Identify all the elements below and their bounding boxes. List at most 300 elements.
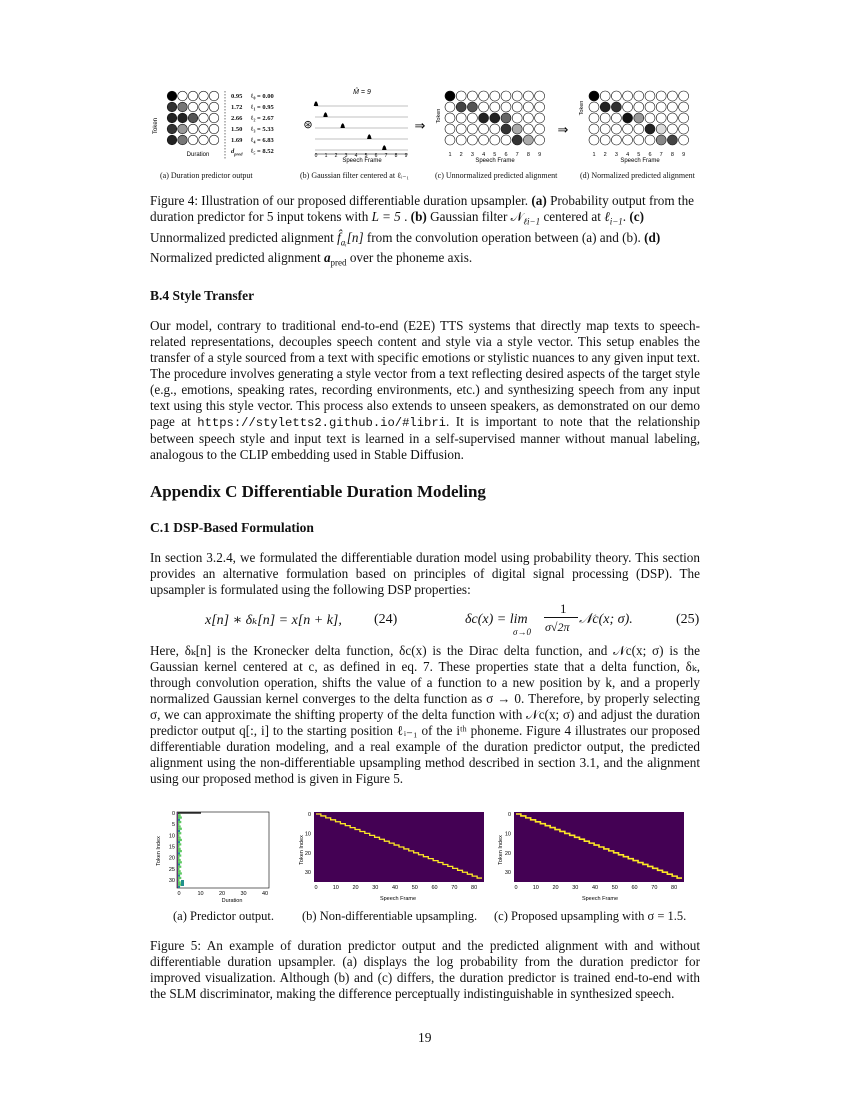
normalized-alignment-cell <box>656 102 666 112</box>
fig4-caption-math: f̂ <box>337 229 341 245</box>
normalized-alignment-cell <box>600 124 610 134</box>
b4-text: . It is important to note that the relationship between speech style and input text is learned in a self-supervised manner without manual labeling, analogous to the CLIP embedding used in Stable Diffusion. <box>150 414 700 462</box>
convolution-icon: ⊛ <box>303 119 313 131</box>
alignment-cell <box>199 113 209 123</box>
fig4a-prob: 1.72 <box>231 104 243 111</box>
normalized-alignment-cell <box>600 113 610 123</box>
normalized-alignment-cell <box>634 102 644 112</box>
fig4b-xtick: 3 <box>344 153 348 159</box>
alignment-cell <box>188 113 198 123</box>
unnormalized-alignment-cell <box>523 91 533 101</box>
normalized-alignment-cell <box>589 135 599 145</box>
unnormalized-alignment-cell <box>445 124 455 134</box>
fig4-caption-math: L = 5 <box>371 209 401 224</box>
fig4-xtick: 2 <box>459 152 463 158</box>
normalized-alignment-cell <box>667 91 677 101</box>
fig4a-row <box>231 135 291 146</box>
unnormalized-alignment-cell <box>479 102 489 112</box>
fig5a-bar <box>178 834 180 836</box>
fig4c-xlabel: Speech Frame <box>475 158 515 164</box>
unnormalized-alignment-cell <box>501 113 511 123</box>
fig4-xtick: 4 <box>626 152 630 158</box>
fig5a-ytick: 15 <box>168 844 175 851</box>
fig5c-ytick: 10 <box>504 831 511 838</box>
section-b4-heading: B.4 Style Transfer <box>150 288 255 303</box>
fig5a-bar <box>178 830 180 832</box>
unnormalized-alignment-cell <box>479 124 489 134</box>
unnormalized-alignment-cell <box>479 135 489 145</box>
fig4-caption-math-sub: aᵢ <box>340 237 347 248</box>
fig5a-ytick: 30 <box>168 878 175 885</box>
alignment-cell <box>178 102 188 112</box>
fig5a-ylabel: Token Index <box>156 836 162 866</box>
normalized-alignment-cell <box>611 113 621 123</box>
fig5c-xtick: 30 <box>572 885 579 891</box>
fig5c-ytick: 0 <box>507 812 511 818</box>
fig4a-xlabel: Duration <box>186 152 210 158</box>
section-c1-paragraph-2: Here, δₖ[n] is the Kronecker delta function, δc(x) is the Dirac delta function, and 𝒩c(x; σ) is the Gaussian kernel centered at c, as defined in eq. 7. These properties state that a delta function, δₖ, through convolution operation, shifts the value of a function to a new position by k, and a properly normalized Gaussian kernel converges to the delta function as σ → 0. Therefore, by properly selecting σ, we can approximate the shifting property of the delta function with 𝒩c(x; σ) and adjust the duration predictor output q[:, i] to the starting position ℓᵢ₋₁ of the iᵗʰ phoneme. Figure 4 illustrates our proposed differentiable duration modeling, and a real example of the duration predictor output, the predicted alignment using the non-differentiable upsampling method described in section 3.1, and the alignment using our proposed method is given in Figure 5. <box>150 643 700 786</box>
normalized-alignment-cell <box>679 113 689 123</box>
fig5a-xtick: 30 <box>240 891 247 897</box>
figure-4-caption <box>150 193 700 271</box>
normalized-alignment-cell <box>611 91 621 101</box>
fig4a-prob: $d_{pred}$ <box>231 148 243 157</box>
fig5b-xtick: 40 <box>391 885 399 891</box>
unnormalized-alignment-cell <box>512 102 522 112</box>
fig5a-ytick: 10 <box>168 833 175 840</box>
normalized-alignment-cell <box>679 91 689 101</box>
normalized-alignment-cell <box>611 124 621 134</box>
normalized-alignment-cell <box>600 135 610 145</box>
fig5a-bar <box>178 886 180 888</box>
unnormalized-alignment-cell <box>535 91 545 101</box>
unnormalized-alignment-cell <box>535 135 545 145</box>
fig4d-xlabel: Speech Frame <box>620 158 660 164</box>
unnormalized-alignment-cell <box>445 113 455 123</box>
unnormalized-alignment-cell <box>445 135 455 145</box>
fig4-caption-text: Gaussian filter <box>426 209 511 224</box>
fig5a-bar <box>178 832 181 834</box>
fig4-caption-c: (c) <box>629 209 645 224</box>
fig5a-ytick: 0 <box>171 811 175 817</box>
fig5c-xtick: 0 <box>514 885 518 891</box>
section-c1-heading: C.1 DSP-Based Formulation <box>150 520 314 535</box>
fig4-xtick: 4 <box>482 152 486 158</box>
fig5a-bar <box>178 850 182 852</box>
fig4-xtick: 1 <box>448 152 452 158</box>
normalized-alignment-cell <box>589 113 599 123</box>
demo-page-link[interactable]: https://styletts2.github.io/#libri <box>197 416 446 430</box>
fig5c-xtick: 20 <box>552 885 559 891</box>
normalized-alignment-cell <box>667 124 677 134</box>
fig4b-xtick: 0 <box>314 153 318 159</box>
fig4d-ylabel: Token <box>579 100 585 116</box>
unnormalized-alignment-cell <box>535 124 545 134</box>
alignment-cell <box>199 102 209 112</box>
fig5c-xtick: 70 <box>651 885 658 891</box>
unnormalized-alignment-cell <box>467 102 477 112</box>
fig5c-ytick: 30 <box>504 870 511 877</box>
unnormalized-alignment-cell <box>523 113 533 123</box>
fig4c-caption: (c) Unnormalized predicted alignment <box>435 171 558 180</box>
gaussian-peak <box>341 124 345 129</box>
alignment-cell <box>167 124 177 134</box>
fig5b-xtick: 10 <box>332 885 339 891</box>
alignment-cell <box>178 91 188 101</box>
fig5a-bar <box>178 870 181 872</box>
unnormalized-alignment-cell <box>467 113 477 123</box>
eq25-left: δc(x) = lim <box>465 612 528 627</box>
fig4-xtick: 6 <box>504 152 508 158</box>
fig4a-row <box>231 102 291 113</box>
fig4-caption-math-sub: ℓi−1 <box>523 216 541 227</box>
normalized-alignment-cell <box>645 124 655 134</box>
fig4-caption-text: . <box>622 209 630 224</box>
alignment-cell <box>209 135 219 145</box>
fig4-caption-math: [n] <box>346 229 364 245</box>
unnormalized-alignment-cell <box>501 91 511 101</box>
unnormalized-alignment-cell <box>456 135 466 145</box>
fig4-caption-text: Probability output from the duration predictor for 5 input tokens with <box>150 193 695 224</box>
normalized-alignment-cell <box>634 124 644 134</box>
fig4-xtick: 3 <box>614 152 618 158</box>
figure-5-graphics <box>150 806 700 906</box>
fig5a-bar <box>178 837 181 839</box>
unnormalized-alignment-cell <box>512 124 522 134</box>
fig4-panel-c <box>436 91 545 164</box>
normalized-alignment-cell <box>656 113 666 123</box>
fig4a-values <box>231 91 291 159</box>
fig5a-bar <box>178 857 180 859</box>
fig5b-xtick: 30 <box>372 885 379 891</box>
appendix-c-heading: Appendix C Differentiable Duration Modeling <box>150 482 486 501</box>
fig4a-prob: 0.95 <box>231 93 243 100</box>
fig4-panel-d <box>579 91 689 164</box>
fig5a-ytick: 5 <box>171 822 175 829</box>
fig4b-xtick: 5 <box>364 153 368 159</box>
fig4a-prob: 2.66 <box>231 115 243 122</box>
fig5b-ytick: 0 <box>307 812 311 818</box>
fig4-caption-text: Illustration of our proposed differentiable duration upsampler. <box>198 193 532 208</box>
equation-24 <box>205 612 342 629</box>
fig5a-bar <box>178 823 180 825</box>
fig5a-bar <box>178 848 181 850</box>
unnormalized-alignment-cell <box>467 124 477 134</box>
normalized-alignment-cell <box>634 91 644 101</box>
fig5a-bar <box>178 863 180 865</box>
unnormalized-alignment-cell <box>512 135 522 145</box>
fig4a-ell: ℓ₃ = 5.33 <box>251 126 274 133</box>
fig4-caption-math-sub: pred <box>330 257 347 268</box>
unnormalized-alignment-cell <box>523 124 533 134</box>
fig4-caption-label: Figure 4: <box>150 193 198 208</box>
fig5c-xtick: 40 <box>591 885 599 891</box>
fig5a-bar <box>178 866 181 868</box>
figure-5 <box>150 806 700 906</box>
fig5a-bar <box>178 879 180 881</box>
fig4-caption-a: (a) <box>531 193 547 208</box>
fig5a-bar <box>181 880 184 886</box>
fig4-xtick: 8 <box>670 152 674 158</box>
normalized-alignment-cell <box>623 135 633 145</box>
fig4-caption-math: ℓ <box>604 209 610 224</box>
fig5c-xtick: 10 <box>532 885 539 891</box>
section-c1-paragraph-1: In section 3.2.4, we formulated the differentiable duration model using probability theory. This section provides an alternative formulation based on principles of digital signal processing (DSP). The upsampler is formulated using the following DSP properties: <box>150 550 700 597</box>
fig5a-bar <box>178 828 182 830</box>
normalized-alignment-cell <box>589 91 599 101</box>
alignment-cell <box>167 91 177 101</box>
fig4a-prob: 1.50 <box>231 126 243 133</box>
fig5b-ytick: 10 <box>304 831 311 838</box>
unnormalized-alignment-cell <box>490 102 500 112</box>
fig4-caption-text: over the phoneme axis. <box>346 250 473 266</box>
fig4b-xtick: 7 <box>384 153 388 159</box>
fig5b-xtick: 0 <box>314 885 318 891</box>
unnormalized-alignment-cell <box>479 91 489 101</box>
unnormalized-alignment-cell <box>501 124 511 134</box>
unnormalized-alignment-cell <box>523 102 533 112</box>
unnormalized-alignment-cell <box>467 135 477 145</box>
fig5a-bar <box>178 841 180 843</box>
fig5b-xtick: 50 <box>411 885 418 891</box>
normalized-alignment-cell <box>679 135 689 145</box>
arrow-icon-1: ⇒ <box>414 118 426 133</box>
fig5a-ytick: 20 <box>168 855 175 862</box>
fig5a-xtick: 0 <box>177 891 181 897</box>
alignment-cell <box>199 124 209 134</box>
normalized-alignment-cell <box>623 113 633 123</box>
gaussian-peak <box>367 135 371 140</box>
alignment-cell <box>178 124 188 134</box>
fig4-xtick: 5 <box>493 152 497 158</box>
normalized-alignment-cell <box>589 102 599 112</box>
gaussian-peak <box>382 146 386 151</box>
fig5a-bar <box>178 868 180 870</box>
fig5a-bar <box>178 881 181 883</box>
unnormalized-alignment-cell <box>490 91 500 101</box>
fig5c-ylabel: Token Index <box>498 835 504 865</box>
figure-5-caption <box>150 938 700 1002</box>
fig4-xtick: 9 <box>682 152 686 158</box>
fig4-caption-text: Unnormalized predicted alignment <box>150 229 338 245</box>
equation-25 <box>465 600 645 640</box>
unnormalized-alignment-cell <box>490 113 500 123</box>
normalized-alignment-cell <box>667 102 677 112</box>
unnormalized-alignment-cell <box>512 91 522 101</box>
fig4-xtick: 8 <box>526 152 530 158</box>
normalized-alignment-cell <box>645 113 655 123</box>
fig5c-xlabel: Speech Frame <box>581 896 619 902</box>
fig4a-row <box>231 91 291 102</box>
alignment-cell <box>209 102 219 112</box>
alignment-cell <box>188 91 198 101</box>
fig4b-xtick: 1 <box>324 153 328 159</box>
fig5b-ytick: 30 <box>304 870 311 877</box>
fig4a-ylabel: Token <box>153 117 159 135</box>
normalized-alignment-cell <box>623 91 633 101</box>
normalized-alignment-cell <box>589 124 599 134</box>
fig5a-bar <box>178 816 182 818</box>
unnormalized-alignment-cell <box>456 102 466 112</box>
fig4-xtick: 7 <box>659 152 663 158</box>
fig5a-xtick: 10 <box>197 891 204 897</box>
fig5a-bar <box>178 861 182 863</box>
unnormalized-alignment-cell <box>479 113 489 123</box>
fig5a-bar <box>178 877 181 879</box>
fig5a-bar <box>178 825 181 827</box>
fig4-caption-math: 𝒩 <box>510 209 524 224</box>
fig5-caption-label: Figure 5: <box>150 938 202 953</box>
fig5a-bar <box>178 819 180 821</box>
alignment-cell <box>199 91 209 101</box>
fig5b-caption: (b) Non-differentiable upsampling. <box>302 909 478 923</box>
alignment-cell <box>167 113 177 123</box>
fig5a-bar <box>178 839 182 841</box>
fig5a-bar <box>178 852 180 854</box>
unnormalized-alignment-cell <box>535 113 545 123</box>
unnormalized-alignment-cell <box>445 91 455 101</box>
fig4-caption-text: . <box>400 209 411 224</box>
page-number: 19 <box>418 1030 432 1045</box>
fig5b-xtick: 60 <box>431 885 438 891</box>
fig5c-xtick: 60 <box>631 885 638 891</box>
unnormalized-alignment-cell <box>445 102 455 112</box>
alignment-cell <box>199 135 209 145</box>
fig4b-xtick: 2 <box>334 153 338 159</box>
fig5a-xtick: 40 <box>261 891 269 897</box>
normalized-alignment-cell <box>667 135 677 145</box>
fig4-caption-b: (b) <box>410 209 427 224</box>
fig4-caption-math-sub: i−1 <box>609 216 623 227</box>
gaussian-peak <box>314 102 318 107</box>
fig5c-xtick: 50 <box>611 885 618 891</box>
fig5b-ylabel: Token Index <box>299 835 305 865</box>
normalized-alignment-cell <box>611 135 621 145</box>
fig5a-bar <box>178 843 181 845</box>
fig5a-xlabel: Duration <box>221 898 243 904</box>
fig4b-xlabel: Speech Frame <box>342 158 382 164</box>
fig4b-xtick: 9 <box>404 153 408 159</box>
fig4-panel-a <box>153 91 225 159</box>
fig4a-row <box>231 124 291 135</box>
fig4-panel-b <box>314 88 408 164</box>
fig5b-xtick: 70 <box>451 885 458 891</box>
normalized-alignment-cell <box>645 102 655 112</box>
unnormalized-alignment-cell <box>467 91 477 101</box>
fig4b-title: M̂ = 9 <box>353 89 371 96</box>
fig5a-xtick: 20 <box>218 891 226 897</box>
alignment-cell <box>209 124 219 134</box>
fig4-caption-math: a <box>323 250 331 266</box>
unnormalized-alignment-cell <box>490 124 500 134</box>
b4-text: Our model, contrary to traditional end-to-end (E2E) TTS systems that directly map texts to speech-related representations, decouples speech content and style via a style vector. This setup enables the transfer of a style sourced from a text with specific emotions or stylistic nuances to any given input text. The procedure involves generating a style vector from a text reflecting desired aspects of the target style (e.g., emotions, speaking rates, recording environments, etc.) and synthesizing speech from any input text using this style vector. This process also extends to unseen speakers, as demonstrated on our demo page at <box>150 318 700 429</box>
fig4a-ell: ℓ₂ = 2.67 <box>251 115 274 122</box>
fig4-xtick: 3 <box>470 152 474 158</box>
fig4d-caption: (d) Normalized predicted alignment <box>580 171 695 180</box>
fig4a-caption: (a) Duration predictor output <box>160 171 253 180</box>
fig4a-row <box>231 146 291 159</box>
fig4-xtick: 6 <box>648 152 652 158</box>
fig4-caption-text: from the convolution operation between (a) and (b). <box>363 229 645 245</box>
fig5a-bar <box>178 872 182 874</box>
fig5a-bar <box>178 814 181 816</box>
alignment-cell <box>188 102 198 112</box>
fig5b-xlabel: Speech Frame <box>379 896 417 902</box>
alignment-cell <box>167 135 177 145</box>
normalized-alignment-cell <box>645 135 655 145</box>
unnormalized-alignment-cell <box>512 113 522 123</box>
fig5b-xtick: 80 <box>471 885 478 891</box>
fig4-xtick: 5 <box>637 152 641 158</box>
fig4a-ell: ℓ₁ = 0.95 <box>251 104 274 111</box>
fig5a-bar <box>178 875 180 877</box>
normalized-alignment-cell <box>611 102 621 112</box>
unnormalized-alignment-cell <box>456 113 466 123</box>
unnormalized-alignment-cell <box>501 135 511 145</box>
fig4b-xtick: 4 <box>354 153 358 159</box>
normalized-alignment-cell <box>656 135 666 145</box>
alignment-cell <box>209 113 219 123</box>
fig4-xtick: 2 <box>603 152 607 158</box>
unnormalized-alignment-cell <box>456 91 466 101</box>
fig4-xtick: 9 <box>538 152 542 158</box>
normalized-alignment-cell <box>600 102 610 112</box>
normalized-alignment-cell <box>634 113 644 123</box>
normalized-alignment-cell <box>667 113 677 123</box>
gaussian-peak <box>324 113 328 118</box>
normalized-alignment-cell <box>623 102 633 112</box>
normalized-alignment-cell <box>623 124 633 134</box>
fig4a-ell: ℓ₄ = 6.83 <box>251 137 274 144</box>
eq25-frac-den: σ√2π <box>545 620 570 634</box>
fig4a-ell: ℓ₀ = 0.00 <box>251 93 274 100</box>
unnormalized-alignment-cell <box>456 124 466 134</box>
normalized-alignment-cell <box>656 91 666 101</box>
fig5a-axes <box>177 812 269 888</box>
fig5b-xtick: 20 <box>352 885 359 891</box>
fig5c-ytick: 20 <box>504 850 511 857</box>
fig5c-caption: (c) Proposed upsampling with σ = 1.5. <box>494 909 687 923</box>
fig4c-ylabel: Token <box>436 108 442 124</box>
equation-25-number: (25) <box>676 612 700 627</box>
fig4-caption-text: Normalized predicted alignment <box>150 250 324 266</box>
fig5a-edge <box>177 812 178 888</box>
normalized-alignment-cell <box>679 102 689 112</box>
eq25-limsub: σ→0 <box>513 627 531 637</box>
fig5a-bar <box>178 859 181 861</box>
section-b4-paragraph <box>150 318 700 463</box>
normalized-alignment-cell <box>600 91 610 101</box>
eq25-right: 𝒩c(x; σ). <box>579 612 633 627</box>
fig4-caption-text: centered at <box>540 209 605 224</box>
fig5b-ytick: 20 <box>304 850 311 857</box>
alignment-cell <box>188 124 198 134</box>
fig5-caption-text: An example of duration predictor output and the predicted alignment with and without differentiable duration upsampler. (a) displays the log probability from the duration predictor for improved visualization. Although (b) and (c) differs, the duration predictor is trained end-to-end with the SLM discriminator, making the difference perceptually indistinguishable in synthesized speech. <box>150 938 700 1001</box>
unnormalized-alignment-cell <box>535 102 545 112</box>
fig4b-caption: (b) Gaussian filter centered at ℓᵢ₋₁ <box>300 171 410 180</box>
normalized-alignment-cell <box>634 135 644 145</box>
fig4a-prob-sub: pred <box>234 151 243 157</box>
alignment-cell <box>178 113 188 123</box>
fig4a-prob: 1.69 <box>231 137 243 144</box>
fig5a-bar <box>178 846 180 848</box>
fig5c-xtick: 80 <box>671 885 678 891</box>
fig4-caption-d: (d) <box>644 229 661 245</box>
unnormalized-alignment-cell <box>490 135 500 145</box>
arrow-icon-2: ⇒ <box>557 122 569 137</box>
fig4b-xtick: 6 <box>374 153 378 159</box>
eq25-frac-num: 1 <box>560 601 567 616</box>
